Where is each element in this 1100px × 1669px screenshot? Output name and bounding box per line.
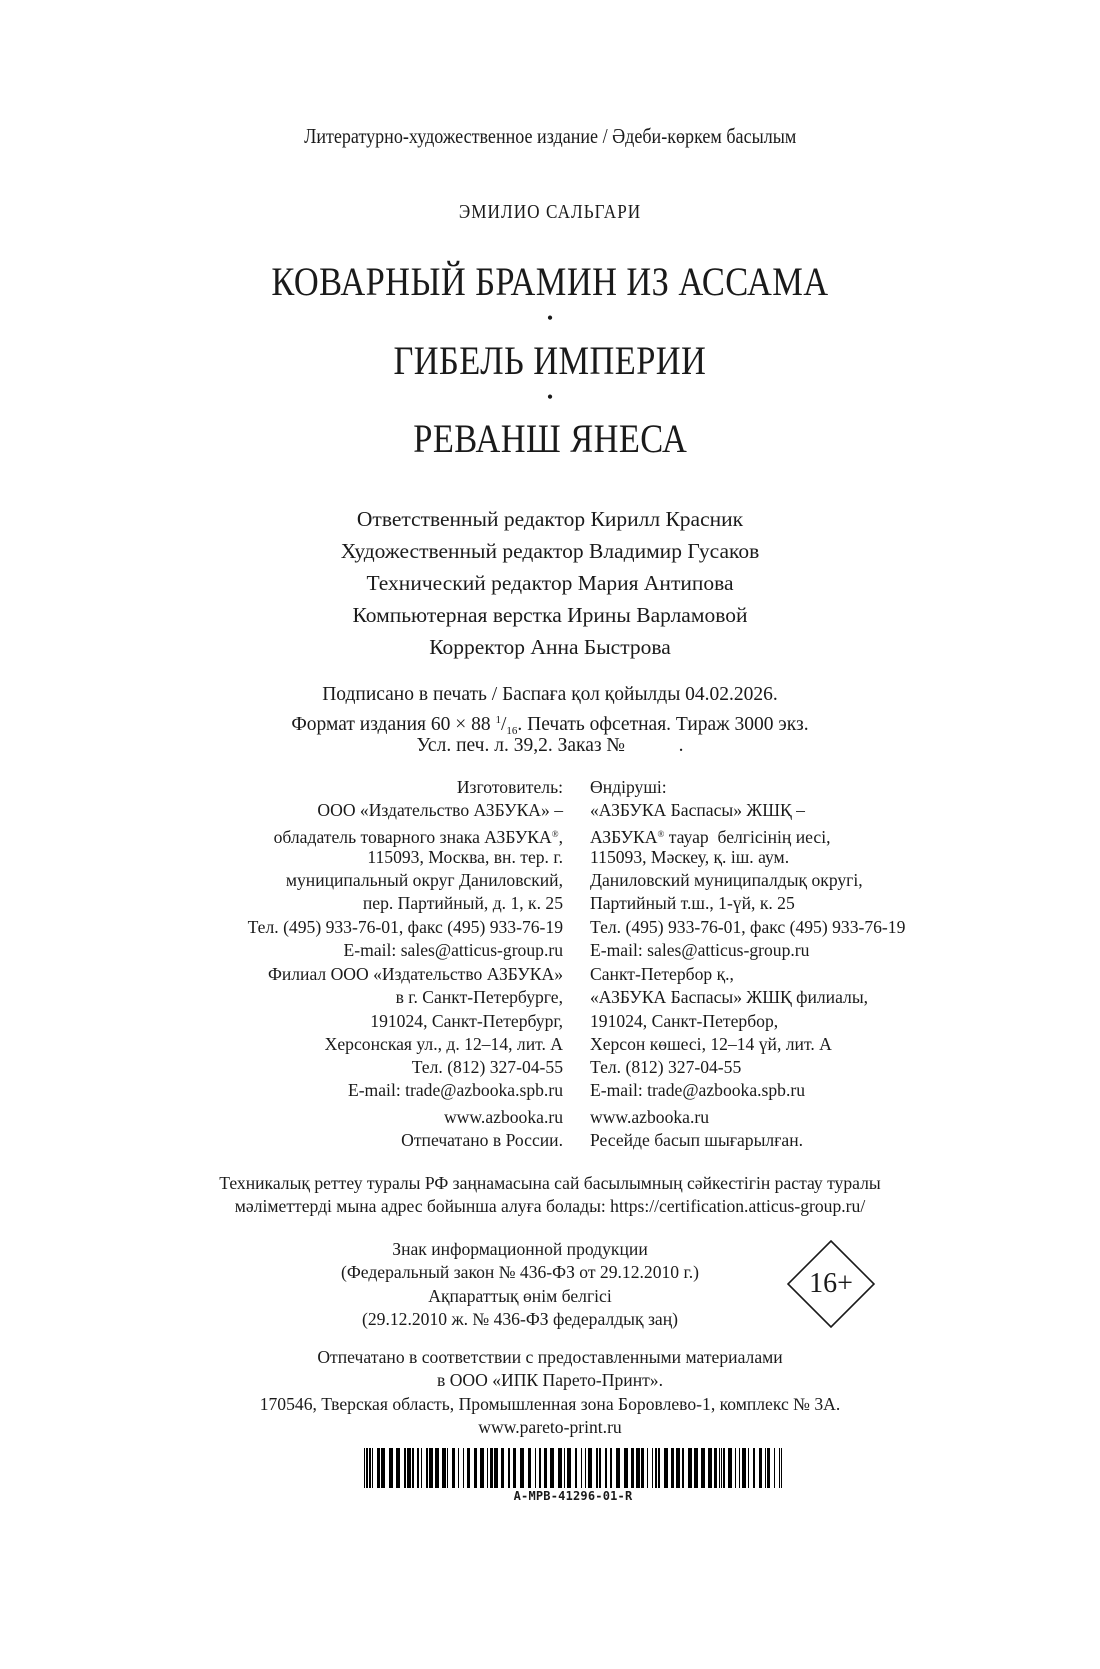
book-title-2: [0, 337, 1100, 384]
web-ru: [401, 1106, 563, 1153]
email-line: E-mail: sales@atticus-group.ru: [590, 940, 810, 961]
address-line: 191024, Санкт-Петербор,: [590, 1010, 779, 1031]
printed-in-line: Отпечатано в России.: [401, 1130, 563, 1151]
info-sign-line: Знак информационной продукции: [392, 1239, 648, 1259]
editors-list: [0, 503, 1100, 663]
phone-line: Тел. (495) 933-76-01, факс (495) 933-76-19: [590, 916, 906, 937]
address-line: Өндіруші:: [590, 777, 667, 797]
phone-line: Тел. (812) 327-04-55: [411, 1057, 563, 1078]
book-title-3-text: РЕВАНШ ЯНЕСА: [413, 416, 687, 461]
address-line: [590, 823, 905, 846]
title-separator-bullet-icon: •: [546, 308, 554, 328]
format-prefix: Формат издания 60 × 88: [291, 713, 496, 735]
title-separator-bullet-icon: •: [546, 387, 554, 407]
editor-line: Ответственный редактор Кирилл Красник: [356, 507, 744, 531]
address-line: пер. Партийный, д. 1, к. 25: [362, 893, 563, 914]
printer-line: Отпечатано в соответствии с предоставленными материалами: [317, 1347, 783, 1367]
registered-mark-icon: ®: [657, 828, 665, 839]
address-line: муниципальный округ Даниловский,: [285, 870, 563, 891]
printer-website: www.pareto-print.ru: [478, 1416, 622, 1437]
format-line: [0, 708, 1100, 737]
edition-type-text: Литературно-художественное издание / Әдеби-көркем басылым: [303, 124, 797, 148]
tech-regulation-line: Техникалық реттеу туралы РФ заңнамасына сай басылымның сәйкестігін растау туралы: [219, 1173, 881, 1193]
format-suffix: . Печать офсетная. Тираж 3000 экз.: [517, 713, 809, 735]
book-title-2-text: ГИБЕЛЬ ИМПЕРИИ: [393, 338, 707, 383]
printer-line: 170546, Тверская область, Промышленная зона Боровлево-1, комплекс № 3А.: [259, 1393, 841, 1414]
registered-mark-icon: ®: [551, 828, 559, 839]
address-line: 115093, Мәскеу, қ. іш. аум.: [590, 846, 790, 867]
trademark-suffix: ,: [558, 826, 563, 847]
sheets-order-line: Усл. печ. л. 39,2. Заказ № .: [416, 735, 684, 756]
web-kz: [590, 1106, 803, 1153]
address-line: 191024, Санкт-Петербург,: [370, 1010, 563, 1031]
website-line: www.azbooka.ru: [590, 1107, 710, 1127]
phone-line: Тел. (812) 327-04-55: [590, 1057, 742, 1078]
address-line: в г. Санкт-Петербурге,: [395, 987, 563, 1008]
email-line: E-mail: trade@azbooka.spb.ru: [347, 1080, 563, 1101]
book-title-3: [0, 415, 1100, 462]
address-line: «АЗБУКА Баспасы» ЖШҚ филиалы,: [590, 987, 869, 1008]
age-rating-badge: [787, 1240, 875, 1328]
barcode-label: A-MPB-41296-01-R: [513, 1489, 633, 1503]
address-line: Даниловский муниципалдық округі,: [590, 870, 863, 891]
format-slash: /: [500, 713, 507, 735]
address-line: Партийный т.ш., 1-үй, к. 25: [590, 893, 795, 914]
printer-line: в ООО «ИПК Парето-Принт».: [436, 1370, 663, 1391]
trademark-text: обладатель товарного знака АЗБУКА: [273, 826, 552, 847]
address-line: Херсонская ул., д. 12–14, лит. А: [324, 1033, 563, 1054]
book-title-1-text: КОВАРНЫЙ БРАМИН ИЗ АССАМА: [271, 259, 829, 304]
branch-kz: [590, 963, 868, 1103]
address-line: 115093, Москва, вн. тер. г.: [367, 846, 563, 867]
email-line: E-mail: sales@atticus-group.ru: [343, 940, 563, 961]
printer-info: [0, 1346, 1100, 1439]
trademark-suffix: тауар белгісінің иесі,: [664, 826, 831, 847]
address-line: [248, 823, 563, 846]
format-denominator: 16: [506, 724, 518, 737]
address-line: ООО «Издательство АЗБУКА» –: [317, 800, 563, 821]
address-line: Изготовитель:: [456, 777, 563, 797]
branch-ru: [268, 963, 563, 1103]
website-line: www.azbooka.ru: [443, 1107, 563, 1127]
info-sign-line: Ақпараттық өнім белгісі: [428, 1285, 612, 1306]
tech-regulation-line: мәліметтерді мына адрес бойынша алуға болады: https://certification.atticus-group.ru/: [234, 1196, 866, 1217]
info-sign-line: (29.12.2010 ж. № 436-ФЗ федералдық заң): [362, 1308, 678, 1329]
editor-line: Технический редактор Мария Антипова: [366, 571, 734, 595]
address-line: «АЗБУКА Баспасы» ЖШҚ –: [590, 800, 805, 821]
editor-line: Художественный редактор Владимир Гусаков: [340, 539, 760, 563]
editor-line: Компьютерная верстка Ирины Варламовой: [352, 603, 748, 627]
edition-type: [0, 124, 1100, 149]
trademark-text: АЗБУКА: [590, 826, 658, 847]
address-line: Херсон көшесі, 12–14 үй, лит. А: [590, 1033, 832, 1054]
book-title-1: [0, 258, 1100, 305]
age-rating-label: 16+: [809, 1268, 853, 1299]
author-name-text: ЭМИЛИО САЛЬГАРИ: [458, 201, 642, 223]
info-sign-line: (Федеральный закон № 436-ФЗ от 29.12.2010 г.): [341, 1262, 699, 1283]
tech-regulation-note: [0, 1172, 1100, 1219]
signed-for-print: Подписано в печать / Баспаға қол қойылды 04.02.2026.: [322, 684, 778, 705]
address-line: Санкт-Петербор қ.,: [590, 964, 734, 984]
manufacturer-ru: [248, 776, 563, 962]
barcode-icon: [364, 1448, 782, 1488]
address-line: Филиал ООО «Издательство АЗБУКА»: [267, 964, 563, 984]
author-name: [0, 201, 1100, 224]
format-numerator: 1: [495, 713, 501, 726]
printed-in-line: Ресейде басып шығарылған.: [590, 1130, 804, 1151]
info-product-sign-text: [270, 1238, 770, 1331]
editor-line: Корректор Анна Быстрова: [429, 635, 671, 659]
print-info: [0, 682, 1100, 759]
manufacturer-kz: [590, 776, 905, 962]
email-line: E-mail: trade@azbooka.spb.ru: [590, 1080, 806, 1101]
phone-line: Тел. (495) 933-76-01, факс (495) 933-76-19: [247, 916, 563, 937]
